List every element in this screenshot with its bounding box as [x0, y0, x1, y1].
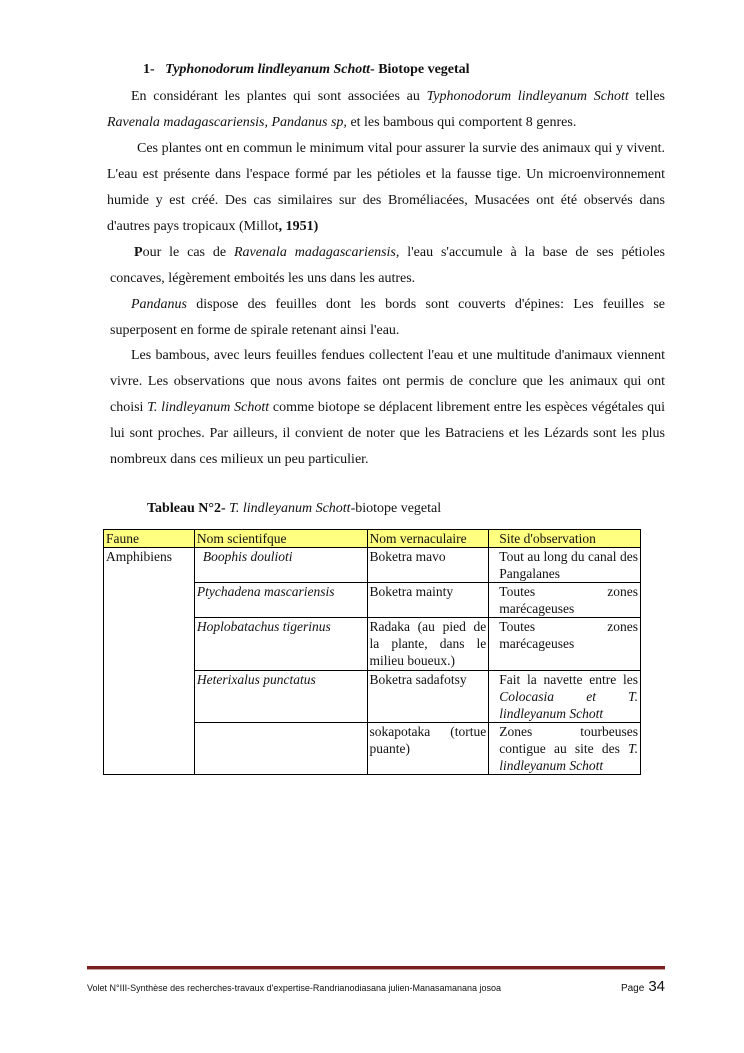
heading-suffix: - Biotope vegetal	[370, 62, 470, 77]
header-nom-vernaculaire: Nom vernaculaire	[367, 530, 489, 548]
cell-site: Fait la navette entre les Colocasia et T. lindleyanum Schott	[489, 671, 641, 723]
cell-site: Toutes zones marécageuses	[489, 618, 641, 671]
cell-site: Tout au long du canal des Pangalanes	[489, 548, 641, 583]
cell-vern: Radaka (au pied de la plante, dans le milieu boueux.)	[367, 618, 489, 671]
cell-site: Toutes zones marécageuses	[489, 583, 641, 618]
cell-sci: Ptychadena mascariensis	[194, 583, 367, 618]
section-heading	[143, 62, 470, 78]
cell-vern: Boketra sadafotsy	[367, 671, 489, 723]
fauna-table	[103, 529, 641, 775]
page-number: Page 34	[620, 978, 665, 995]
paragraph-2: Ces plantes ont en commun le minimum vital pour assurer la survie des animaux qui y vivent. L'eau est présente dans l'espace formé par les pétioles et la fausse tige. Un microenvironnement humide y est créé. Des cas similaires sur des Broméliacées, Musacées ont été observés dans d'autres pays tropicaux (Millot, 1951)	[107, 141, 665, 234]
header-site: Site d'observation	[489, 530, 641, 548]
paragraph-4: Pandanus dispose des feuilles dont les bords sont couverts d'épines: Les feuilles se superposent en forme de spirale retenant ainsi l'eau.	[110, 297, 665, 338]
footer-text: Volet N°III-Synthèse des recherches-travaux d'expertise-Randrianodiasana julien-Manasamanana josoa	[87, 983, 502, 993]
heading-number: 1-	[143, 62, 155, 77]
table-row	[104, 548, 641, 583]
paragraph-5: Les bambous, avec leurs feuilles fendues collectent l'eau et une multitude d'animaux viennent vivre. Les observations que nous avons faites ont permis de conclure que les animaux qui ont choisi T. lindleyanum Schott comme biotope se déplacent librement entre les espèces végétales qui lui sont proches. Par ailleurs, il convient de noter que les Batraciens et les Lézards sont les plus nombreux dans ces milieux un peu particulier.	[110, 348, 665, 467]
header-faune: Faune	[104, 530, 195, 548]
paragraph-3: Pour le cas de Ravenala madagascariensis, l'eau s'accumule à la base de ses pétioles concaves, légèrement emboités les uns dans les autres.	[110, 245, 665, 286]
cell-sci: Boophis doulioti	[194, 548, 367, 583]
cell-vern: sokapotaka (tortue puante)	[367, 723, 489, 775]
page-footer	[87, 978, 665, 995]
heading-title: Typhonodorum lindleyanum Schott	[165, 62, 371, 77]
header-nom-scientifique: Nom scientifque	[194, 530, 367, 548]
cell-sci: Heterixalus punctatus	[194, 671, 367, 723]
cell-sci	[194, 723, 367, 775]
cell-faune: Amphibiens	[104, 548, 195, 775]
paragraph-1: En considérant les plantes qui sont associées au Typhonodorum lindleyanum Schott telles Ravenala madagascariensis, Pandanus sp, et les bambous qui comportent 8 genres.	[107, 89, 665, 130]
table-header-row	[104, 530, 641, 548]
cell-sci: Hoplobatachus tigerinus	[194, 618, 367, 671]
cell-site: Zones tourbeuses contigue au site des T. lindleyanum Schott	[489, 723, 641, 775]
table-caption: Tableau N°2- T. lindleyanum Schott-biotope vegetal	[147, 501, 442, 516]
cell-vern: Boketra mainty	[367, 583, 489, 618]
cell-vern: Boketra mavo	[367, 548, 489, 583]
footer-rule	[87, 966, 665, 970]
